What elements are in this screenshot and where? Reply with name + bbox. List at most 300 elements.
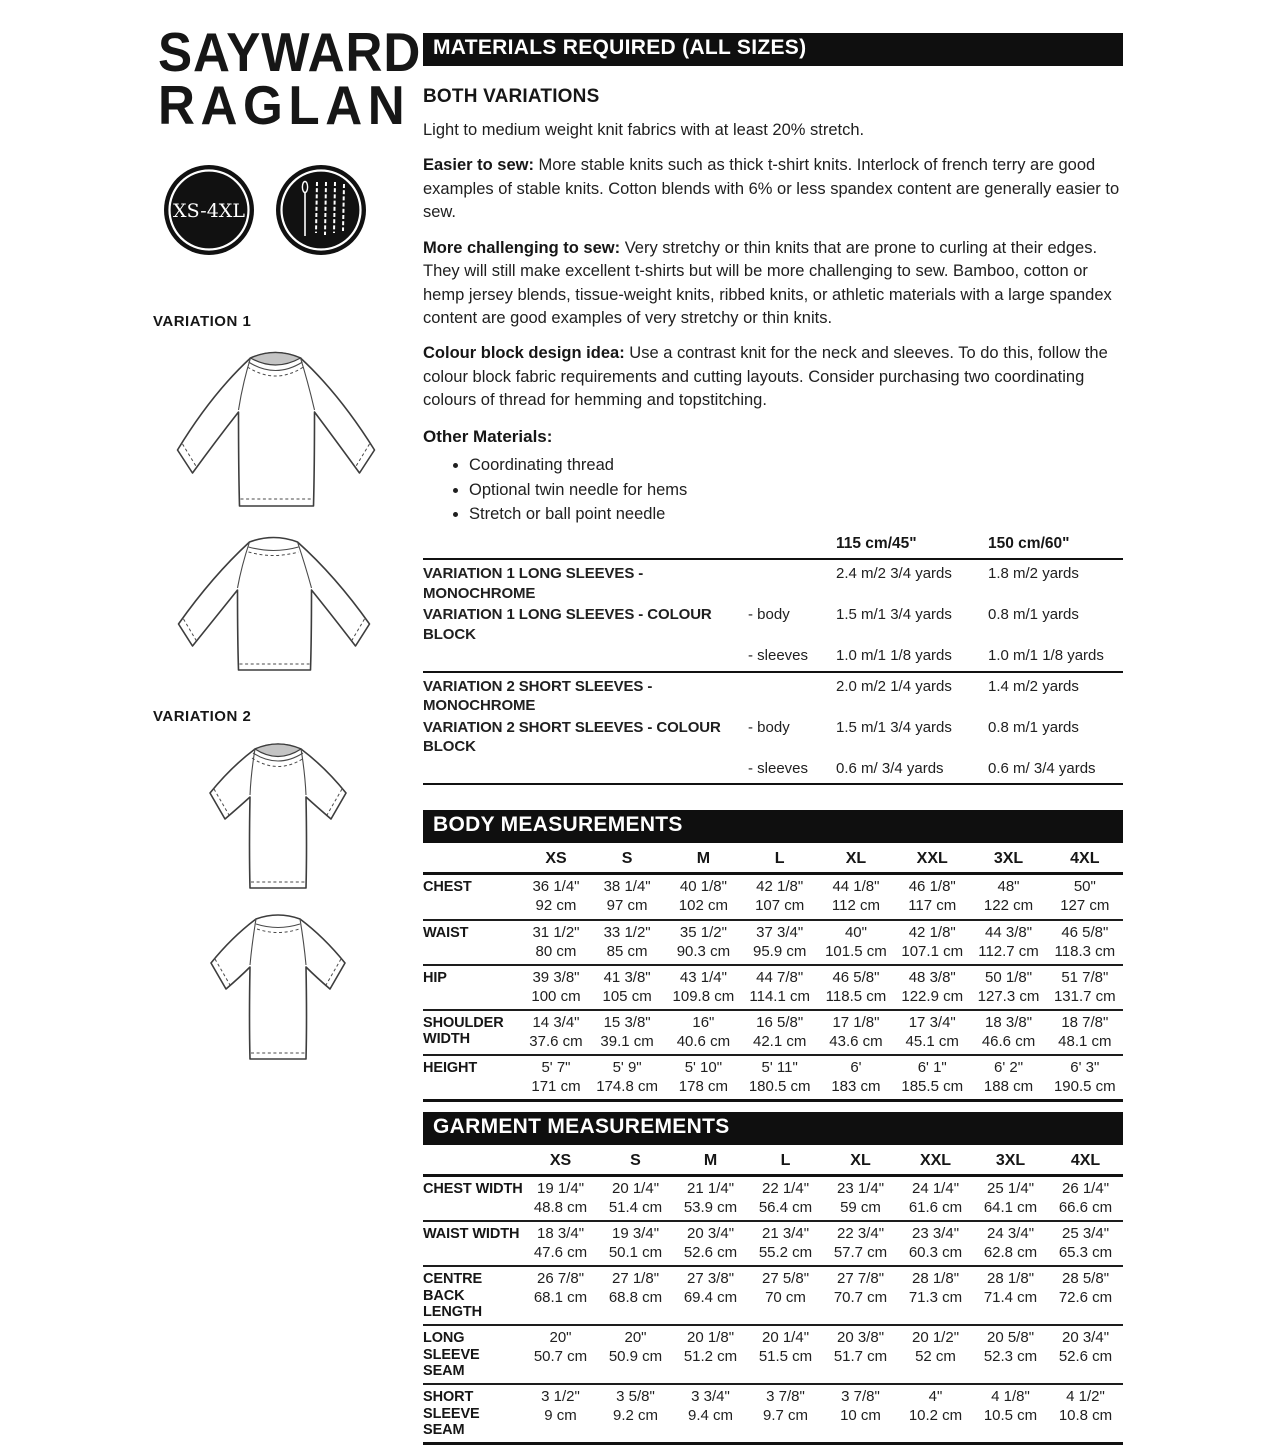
measurement-cell [823, 1384, 898, 1444]
measurement-metric-value: 45.1 cm [905, 1032, 959, 1050]
size-column-header-3xl: 3XL [970, 847, 1046, 874]
measurement-cell [589, 1010, 665, 1055]
measurement-metric-value: 10.5 cm [983, 1407, 1038, 1425]
other-materials-heading: Other Materials: [423, 426, 553, 446]
measurement-metric-value: 72.6 cm [1058, 1289, 1113, 1307]
measurement-imperial-value: 20 1/8" [686, 1329, 735, 1347]
measurement-metric-value: 62.8 cm [983, 1244, 1038, 1262]
variation-1-front-drawing [162, 338, 390, 518]
measurement-metric-value: 48.8 cm [533, 1198, 588, 1216]
other-materials-list [469, 454, 1123, 528]
fabric-row-part: - body [748, 606, 790, 624]
measurement-cell [523, 920, 589, 965]
body-measurements-table-container [423, 847, 1123, 1101]
measurement-imperial-value: 26 1/4" [1061, 1179, 1110, 1197]
garment-measurements-header-bar: GARMENT MEASUREMENTS [423, 1112, 1123, 1145]
measurement-row-label: WAIST WIDTH [423, 1225, 520, 1242]
measurement-cell [970, 1055, 1046, 1101]
measurement-cell [598, 1384, 673, 1444]
measurement-row-label: HEIGHT [423, 1059, 478, 1076]
measurement-imperial-value: 20 5/8" [986, 1329, 1035, 1347]
fabric-row-part: - sleeves [748, 759, 809, 777]
measurement-imperial-value: 44 3/8" [985, 923, 1033, 941]
needle-thread-badge [274, 163, 368, 257]
colour-block-lead: Colour block design idea: [423, 344, 625, 363]
other-material-item-2: • Stretch or ball point needle [469, 503, 1123, 527]
measurement-cell [665, 965, 741, 1010]
measurement-imperial-value: 28 1/8" [911, 1270, 960, 1288]
measurement-metric-value: 97 cm [606, 897, 648, 915]
measurement-imperial-value: 20 3/4" [686, 1224, 735, 1242]
measurement-cell [818, 965, 894, 1010]
badges [162, 163, 435, 257]
measurement-cell [673, 1325, 748, 1384]
measurement-imperial-value: 20 3/4" [1061, 1329, 1110, 1347]
measurement-imperial-value: 5' 11" [761, 1058, 798, 1076]
measurement-imperial-value: 6' 3" [1070, 1058, 1100, 1076]
measurement-cell [665, 874, 741, 920]
measurement-imperial-value: 6' [850, 1058, 862, 1076]
body-measurements-table-label-spacer [423, 847, 523, 874]
measurement-imperial-value: 42 1/8" [908, 923, 956, 941]
fabric-row-width115-value: 2.0 m/2 1/4 yards [836, 677, 952, 695]
body-measurements-table-body [423, 874, 1123, 1100]
measurement-imperial-value: 25 3/4" [1061, 1224, 1110, 1242]
measurement-metric-value: 59 cm [840, 1198, 881, 1216]
measurement-imperial-value: 20 1/4" [761, 1329, 810, 1347]
measurement-cell [673, 1384, 748, 1444]
fabric-row-label: VARIATION 2 SHORT SLEEVES - MONOCHROME [423, 677, 653, 715]
measurement-metric-value: 114.1 cm [749, 987, 810, 1005]
fabric-requirements-table-container [423, 535, 1123, 785]
measurement-row [423, 1325, 1123, 1384]
materials-header-bar: MATERIALS REQUIRED (ALL SIZES) [423, 33, 1123, 66]
measurement-cell [898, 1325, 973, 1384]
easier-to-sew-text: More stable knits such as thick t-shirt knits. Interlock of french terry are good examples of stable knits. Cotton blends with 6% or less spandex content are generally easier to sew. [423, 156, 1120, 222]
measurement-cell [742, 920, 818, 965]
easier-to-sew-lead: Easier to sew: [423, 156, 534, 175]
measurement-imperial-value: 23 1/4" [836, 1179, 885, 1197]
garment-measurements-table-body [423, 1175, 1123, 1443]
measurement-cell [589, 1055, 665, 1101]
garment-measurements-table [423, 1149, 1123, 1445]
measurement-metric-value: 37.6 cm [529, 1032, 583, 1050]
measurement-metric-value: 101.5 cm [825, 942, 887, 960]
size-range-badge-text: XS-4XL [173, 199, 245, 222]
measurement-imperial-value: 46 5/8" [1061, 923, 1109, 941]
measurement-imperial-value: 44 7/8" [756, 968, 804, 986]
measurement-cell [673, 1221, 748, 1266]
measurement-metric-value: 180.5 cm [748, 1077, 811, 1095]
measurement-imperial-value: 19 1/4" [536, 1179, 585, 1197]
measurement-imperial-value: 38 1/4" [603, 878, 651, 896]
measurement-imperial-value: 51 7/8" [1061, 968, 1109, 986]
measurement-row [423, 1221, 1123, 1266]
measurement-cell [1047, 920, 1123, 965]
measurement-cell [523, 1175, 598, 1221]
measurement-cell [1047, 1010, 1123, 1055]
measurement-imperial-value: 37 3/4" [756, 923, 804, 941]
measurement-metric-value: 9.2 cm [612, 1407, 658, 1425]
measurement-cell [523, 1384, 598, 1444]
size-column-header-xxl: XXL [894, 847, 970, 874]
measurement-cell [973, 1384, 1048, 1444]
measurement-row-label: CENTRE BACK LENGTH [423, 1271, 483, 1321]
measurement-cell [973, 1266, 1048, 1325]
measurement-metric-value: 122 cm [983, 897, 1034, 915]
fabric-row [423, 672, 1123, 717]
measurement-metric-value: 102 cm [678, 897, 728, 915]
fabric-row-width115-value: 0.6 m/ 3/4 yards [836, 759, 944, 777]
fabric-intro-text: Light to medium weight knit fabrics with at least 20% stretch. [423, 121, 865, 139]
measurement-metric-value: 57.7 cm [833, 1244, 888, 1262]
measurement-cell [1047, 874, 1123, 920]
measurement-cell [598, 1221, 673, 1266]
size-column-header-xl: XL [823, 1149, 898, 1176]
measurement-imperial-value: 22 3/4" [836, 1224, 885, 1242]
measurement-cell [898, 1221, 973, 1266]
measurement-metric-value: 118.5 cm [825, 987, 887, 1005]
measurement-metric-value: 9.7 cm [762, 1407, 808, 1425]
measurement-imperial-value: 21 3/4" [761, 1224, 810, 1242]
measurement-metric-value: 68.8 cm [608, 1289, 663, 1307]
measurement-metric-value: 43.6 cm [829, 1032, 883, 1050]
measurement-cell [818, 1010, 894, 1055]
measurement-metric-value: 51.2 cm [683, 1348, 738, 1366]
fabric-row [423, 717, 1123, 758]
fabric-width-115-header: 115 cm/45" [836, 535, 988, 559]
fabric-row-width115-value: 1.5 m/1 3/4 yards [836, 718, 952, 736]
fabric-row-width115-value: 1.5 m/1 3/4 yards [836, 606, 952, 624]
measurement-metric-value: 39.1 cm [600, 1032, 654, 1050]
garment-measurements-table-label-spacer [423, 1149, 523, 1176]
measurement-cell [898, 1175, 973, 1221]
fabric-requirements-table [423, 535, 1123, 785]
measurement-cell [973, 1325, 1048, 1384]
measurement-cell [1048, 1175, 1123, 1221]
measurement-metric-value: 85 cm [606, 942, 648, 960]
measurement-metric-value: 107.1 cm [901, 942, 964, 960]
fabric-row-width115-value: 2.4 m/2 3/4 yards [836, 565, 952, 583]
measurement-metric-value: 183 cm [831, 1077, 881, 1095]
measurement-metric-value: 50.7 cm [533, 1348, 588, 1366]
fabric-row-label: VARIATION 1 LONG SLEEVES - COLOUR BLOCK [423, 606, 712, 643]
more-challenging-paragraph [423, 237, 1123, 331]
measurement-imperial-value: 21 1/4" [686, 1179, 735, 1197]
measurement-metric-value: 70 cm [765, 1289, 806, 1307]
variation-1-back-drawing [158, 528, 390, 678]
measurement-cell [589, 874, 665, 920]
fabric-row-width150-value: 0.8 m/1 yards [988, 718, 1079, 736]
measurement-row [423, 1384, 1123, 1444]
measurement-imperial-value: 16 5/8" [756, 1013, 804, 1031]
measurement-row-label: CHEST WIDTH [423, 1180, 523, 1197]
both-variations-heading: BOTH VARIATIONS [423, 86, 600, 107]
measurement-cell [673, 1266, 748, 1325]
measurement-row-label: SHORT SLEEVE SEAM [423, 1389, 480, 1439]
measurement-metric-value: 48.1 cm [1058, 1032, 1112, 1050]
measurement-cell [748, 1266, 823, 1325]
size-column-header-s: S [598, 1149, 673, 1176]
measurement-metric-value: 55.2 cm [758, 1244, 813, 1262]
measurement-metric-value: 112 cm [831, 897, 880, 915]
measurement-cell [748, 1325, 823, 1384]
measurement-cell [894, 920, 970, 965]
fabric-table-header-row [423, 535, 1123, 559]
measurement-imperial-value: 28 5/8" [1061, 1270, 1110, 1288]
fabric-row-label [423, 645, 748, 672]
pattern-title-line1: SAYWARD [158, 21, 422, 83]
measurement-metric-value: 105 cm [602, 987, 652, 1005]
measurement-metric-value: 185.5 cm [901, 1077, 964, 1095]
measurement-cell [748, 1175, 823, 1221]
measurement-metric-value: 9.4 cm [687, 1407, 733, 1425]
fabric-group-1 [423, 559, 1123, 672]
measurement-imperial-value: 26 7/8" [536, 1270, 585, 1288]
measurement-row [423, 874, 1123, 920]
measurement-imperial-value: 20 3/8" [836, 1329, 885, 1347]
size-column-header-m: M [665, 847, 741, 874]
fabric-row-label: VARIATION 2 SHORT SLEEVES - COLOUR BLOCK [423, 718, 721, 756]
measurement-imperial-value: 33 1/2" [603, 923, 651, 941]
fabric-row-part: - body [748, 718, 790, 736]
garment-measurements-table-size-header-row [423, 1149, 1123, 1176]
measurement-cell [742, 874, 818, 920]
measurement-metric-value: 52.3 cm [983, 1348, 1038, 1366]
measurement-metric-value: 52.6 cm [1058, 1348, 1113, 1366]
measurement-metric-value: 95.9 cm [752, 942, 807, 960]
measurement-cell [1047, 965, 1123, 1010]
measurement-cell [970, 920, 1046, 965]
measurement-cell [598, 1325, 673, 1384]
measurement-metric-value: 50.1 cm [608, 1244, 663, 1262]
measurement-imperial-value: 31 1/2" [532, 923, 580, 941]
fabric-row-part [748, 559, 836, 604]
measurement-metric-value: 188 cm [983, 1077, 1034, 1095]
measurement-cell [598, 1175, 673, 1221]
measurement-cell [665, 1055, 741, 1101]
measurement-imperial-value: 20 1/4" [611, 1179, 660, 1197]
colour-block-paragraph [423, 342, 1123, 412]
measurement-metric-value: 51.5 cm [758, 1348, 813, 1366]
measurement-cell [523, 1221, 598, 1266]
measurement-metric-value: 71.4 cm [983, 1289, 1038, 1307]
measurement-imperial-value: 16" [692, 1013, 715, 1031]
measurement-imperial-value: 48 3/8" [908, 968, 956, 986]
measurement-cell [523, 1325, 598, 1384]
fabric-row-part: - sleeves [748, 647, 809, 665]
measurement-imperial-value: 44 1/8" [832, 878, 880, 896]
measurement-row-label: SHOULDER WIDTH [423, 1014, 504, 1048]
measurement-row [423, 1055, 1123, 1101]
measurement-cell [823, 1325, 898, 1384]
measurement-cell [970, 874, 1046, 920]
measurement-cell [589, 965, 665, 1010]
measurement-cell [1048, 1325, 1123, 1384]
measurement-cell [818, 920, 894, 965]
measurement-imperial-value: 20" [624, 1329, 647, 1347]
measurement-imperial-value: 27 5/8" [761, 1270, 810, 1288]
measurement-cell [665, 1010, 741, 1055]
measurement-metric-value: 51.7 cm [833, 1348, 888, 1366]
size-column-header-xs: XS [523, 847, 589, 874]
measurement-cell [1048, 1384, 1123, 1444]
fabric-table-head [423, 535, 1123, 559]
measurement-row [423, 1010, 1123, 1055]
measurement-cell [894, 1010, 970, 1055]
fabric-row-part [748, 672, 836, 717]
measurement-metric-value: 80 cm [535, 942, 577, 960]
measurement-metric-value: 42.1 cm [752, 1032, 807, 1050]
measurement-metric-value: 107 cm [755, 897, 805, 915]
more-challenging-text: Very stretchy or thin knits that are prone to curling at their edges. They will still make excellent t-shirts but will be more challenging to sew. Bamboo, cotton or hemp jersey blends, tissue-weight knits, ribbed knits, or athletic materials with a large spandex content are good examples of very stretchy or thin knits. [423, 238, 1112, 327]
measurement-imperial-value: 46 5/8" [832, 968, 880, 986]
garment-measurements-table-head [423, 1149, 1123, 1176]
measurement-cell [742, 1055, 818, 1101]
measurement-cell [823, 1266, 898, 1325]
measurement-imperial-value: 3 3/4" [691, 1388, 730, 1406]
measurement-metric-value: 60.3 cm [908, 1244, 963, 1262]
colour-block-text: Use a contrast knit for the neck and sleeves. To do this, follow the colour block fabric requirements and cutting layouts. Consider purchasing two coordinating colours of thread for hemming and topstitching. [423, 344, 1108, 410]
measurement-imperial-value: 24 1/4" [911, 1179, 960, 1197]
measurement-row-label: HIP [423, 969, 447, 986]
measurement-cell [748, 1221, 823, 1266]
measurement-metric-value: 92 cm [535, 897, 577, 915]
measurement-cell [523, 1055, 589, 1101]
measurement-cell [1048, 1221, 1123, 1266]
measurement-imperial-value: 27 3/8" [686, 1270, 735, 1288]
fabric-row-width150-value: 1.4 m/2 yards [988, 677, 1079, 695]
fabric-row [423, 758, 1123, 785]
measurement-row-label: LONG SLEEVE SEAM [423, 1330, 480, 1380]
size-column-header-xs: XS [523, 1149, 598, 1176]
measurement-cell [742, 1010, 818, 1055]
fabric-row-label: VARIATION 1 LONG SLEEVES - MONOCHROME [423, 565, 644, 602]
fabric-row-width115-value: 1.0 m/1 1/8 yards [836, 647, 952, 665]
measurement-metric-value: 47.6 cm [533, 1244, 588, 1262]
measurement-imperial-value: 20 1/2" [911, 1329, 960, 1347]
measurement-imperial-value: 5' 9" [612, 1058, 642, 1076]
measurement-row [423, 1175, 1123, 1221]
measurement-cell [523, 1266, 598, 1325]
measurement-metric-value: 118.3 cm [1054, 942, 1116, 960]
pattern-title-line2: RAGLAN [158, 74, 411, 137]
measurement-metric-value: 52.6 cm [683, 1244, 738, 1262]
right-column [423, 33, 1123, 1445]
fabric-row-width150-value: 0.6 m/ 3/4 yards [988, 759, 1096, 777]
measurement-cell [523, 1010, 589, 1055]
body-measurements-table-head [423, 847, 1123, 874]
measurement-cell [823, 1221, 898, 1266]
needle-thread-icon [276, 165, 366, 255]
measurement-imperial-value: 4" [928, 1388, 943, 1406]
size-column-header-xxl: XXL [898, 1149, 973, 1176]
fabric-row [423, 559, 1123, 604]
left-column [150, 21, 435, 1065]
measurement-cell [818, 1055, 894, 1101]
measurement-imperial-value: 36 1/4" [532, 878, 580, 896]
measurement-cell [1047, 1055, 1123, 1101]
measurement-imperial-value: 42 1/8" [756, 878, 804, 896]
measurement-imperial-value: 24 3/4" [986, 1224, 1035, 1242]
measurement-cell [894, 1055, 970, 1101]
measurement-imperial-value: 5' 7" [541, 1058, 571, 1076]
size-column-header-3xl: 3XL [973, 1149, 1048, 1176]
size-column-header-l: L [742, 847, 818, 874]
measurement-imperial-value: 18 3/4" [536, 1224, 585, 1242]
variation-2-back-drawing [198, 907, 358, 1065]
measurement-cell [898, 1266, 973, 1325]
measurement-imperial-value: 15 3/8" [603, 1013, 651, 1031]
measurement-metric-value: 127.3 cm [977, 987, 1040, 1005]
measurement-metric-value: 51.4 cm [608, 1198, 663, 1216]
measurement-metric-value: 117 cm [908, 897, 957, 915]
measurement-imperial-value: 28 1/8" [986, 1270, 1035, 1288]
pattern-title [158, 21, 435, 137]
garment-measurements-table-container [423, 1149, 1123, 1445]
variation-2-front-drawing [198, 733, 358, 893]
measurement-imperial-value: 3 7/8" [841, 1388, 880, 1406]
measurement-metric-value: 127 cm [1060, 897, 1110, 915]
size-column-header-xl: XL [818, 847, 894, 874]
size-column-header-l: L [748, 1149, 823, 1176]
size-column-header-4xl: 4XL [1047, 847, 1123, 874]
measurement-imperial-value: 23 3/4" [911, 1224, 960, 1242]
measurement-metric-value: 64.1 cm [983, 1198, 1038, 1216]
measurement-row-label: WAIST [423, 924, 469, 941]
measurement-metric-value: 190.5 cm [1053, 1077, 1116, 1095]
measurement-metric-value: 122.9 cm [901, 987, 964, 1005]
measurement-imperial-value: 3 5/8" [616, 1388, 655, 1406]
measurement-metric-value: 70.7 cm [833, 1289, 888, 1307]
measurement-metric-value: 109.8 cm [672, 987, 735, 1005]
measurement-imperial-value: 50 1/8" [985, 968, 1033, 986]
measurement-imperial-value: 14 3/4" [532, 1013, 580, 1031]
measurement-imperial-value: 50" [1073, 878, 1096, 896]
fabric-row-width150-value: 0.8 m/1 yards [988, 606, 1079, 624]
measurement-imperial-value: 46 1/8" [908, 878, 956, 896]
measurement-metric-value: 10 cm [840, 1407, 881, 1425]
measurement-imperial-value: 27 7/8" [836, 1270, 885, 1288]
measurement-imperial-value: 6' 1" [917, 1058, 947, 1076]
measurement-metric-value: 178 cm [678, 1077, 728, 1095]
fabric-header-spacer [423, 535, 748, 559]
fabric-group-2 [423, 672, 1123, 785]
measurement-cell [970, 1010, 1046, 1055]
measurement-cell [673, 1175, 748, 1221]
measurement-cell [818, 874, 894, 920]
measurement-cell [589, 920, 665, 965]
measurement-imperial-value: 35 1/2" [679, 923, 727, 941]
measurement-metric-value: 9 cm [544, 1407, 577, 1425]
measurement-imperial-value: 25 1/4" [986, 1179, 1035, 1197]
measurement-imperial-value: 22 1/4" [761, 1179, 810, 1197]
fabric-row-width150-value: 1.8 m/2 yards [988, 565, 1079, 583]
other-material-item-0: • Coordinating thread [469, 454, 1123, 478]
easier-to-sew-paragraph [423, 154, 1123, 224]
measurement-cell [894, 874, 970, 920]
measurement-row [423, 965, 1123, 1010]
measurement-metric-value: 66.6 cm [1058, 1198, 1113, 1216]
fabric-row [423, 645, 1123, 672]
measurement-imperial-value: 4 1/8" [991, 1388, 1030, 1406]
measurement-imperial-value: 4 1/2" [1066, 1388, 1105, 1406]
measurement-cell [598, 1266, 673, 1325]
measurement-row-label: CHEST [423, 879, 472, 896]
measurement-metric-value: 52 cm [915, 1348, 956, 1366]
measurement-metric-value: 50.9 cm [608, 1348, 663, 1366]
measurement-imperial-value: 40 1/8" [679, 878, 727, 896]
